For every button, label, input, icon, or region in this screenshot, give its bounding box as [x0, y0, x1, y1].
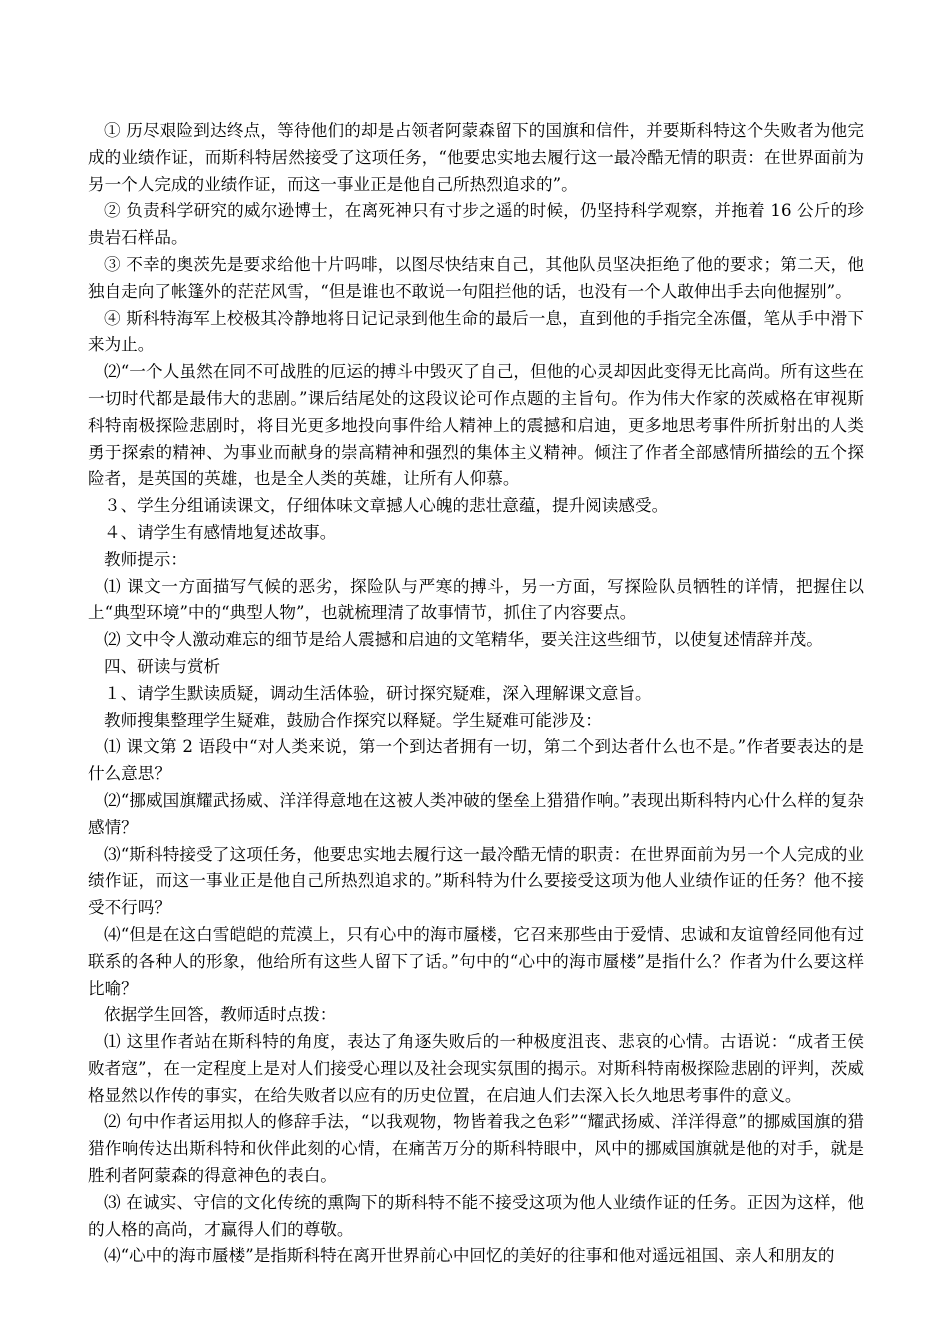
paragraph-17: ⑷“但是在这白雪皑皑的荒漠上，只有心中的海市蜃楼，它召来那些由于爱情、忠诚和友谊曾经同他有过联系的各种人的形象，他给所有这些人留下了话。”句中的“心中的海市蜃楼”是指什么？作者为什么要这样比喻？ — [88, 924, 864, 998]
document-page — [88, 118, 864, 1270]
paragraph-22: ⑷“心中的海市蜃楼”是指斯科特在离开世界前心中回忆的美好的往事和他对遥远祖国、亲人和朋友的 — [104, 1246, 835, 1266]
paragraph-1: ① 历尽艰险到达终点，等待他们的却是占领者阿蒙森留下的国旗和信件，并要斯科特这个失败者为他完成的业绩作证，而斯科特居然接受了这项任务，“他要忠实地去履行这一最冷酷无情的职责：在世界面前为另一个人完成的业绩作证，而这一事业正是他自己所热烈追求的”。 — [88, 121, 864, 194]
paragraph-3: ③ 不幸的奥茨先是要求给他十片吗啡，以图尽快结束自己，其他队员坚决拒绝了他的要求；第二天，他独自走向了帐篷外的茫茫风雪，“但是谁也不敢说一句阻拦他的话，也没有一个人敢伸出手去向他握别”。 — [88, 254, 864, 301]
section-heading: 四、研读与赏析 — [104, 656, 221, 676]
paragraph-16: ⑶“斯科特接受了这项任务，他要忠实地去履行这一最冷酷无情的职责：在世界面前为另一个人完成的业绩作证，而这一事业正是他自己所热烈追求的。”斯科特为什么要接受这项为他人业绩作证的任务？他不接受不行吗？ — [88, 844, 864, 918]
paragraph-7: ４、请学生有感情地复述故事。 — [104, 522, 337, 542]
paragraph-9: ⑴ 课文一方面描写气候的恶劣，探险队与严寒的搏斗，另一方面，写探险队员牺牲的详情，把握住以上“典型环境”中的“典型人物”，也就梳理清了故事情节，抓住了内容要点。 — [88, 576, 864, 623]
paragraph-18: 依据学生回答，教师适时点拨： — [104, 1005, 337, 1025]
paragraph-12: １、请学生默读质疑，调动生活体验，研讨探究疑难，深入理解课文意旨。 — [104, 683, 652, 703]
paragraph-8: 教师提示： — [104, 549, 187, 569]
paragraph-15: ⑵“挪威国旗耀武扬威、洋洋得意地在这被人类冲破的堡垒上猎猎作响。”表现出斯科特内心什么样的复杂感情？ — [88, 790, 864, 837]
paragraph-20: ⑵ 句中作者运用拟人的修辞手法，“以我观物，物皆着我之色彩”“耀武扬威、洋洋得意”的挪威国旗的猎猎作响传达出斯科特和伙伴此刻的心情，在痛苦万分的斯科特眼中，风中的挪威国旗就是他的对手，就是胜利者阿蒙森的得意神色的表白。 — [88, 1112, 864, 1186]
paragraph-19: ⑴ 这里作者站在斯科特的角度，表达了角逐失败后的一种极度沮丧、悲哀的心情。古语说：“成者王侯败者寇”，在一定程度上是对人们接受心理以及社会现实氛围的揭示。对斯科特南极探险悲剧的评判，茨威格显然以作传的事实，在给失败者以应有的历史位置，在启迪人们去深入长久地思考事件的意义。 — [88, 1032, 864, 1105]
paragraph-4: ④ 斯科特海军上校极其冷静地将日记记录到他生命的最后一息，直到他的手指完全冻僵，笔从手中滑下来为止。 — [88, 308, 864, 355]
paragraph-21: ⑶ 在诚实、守信的文化传统的熏陶下的斯科特不能不接受这项为他人业绩作证的任务。正因为这样，他的人格的高尚，才赢得人们的尊敬。 — [88, 1192, 864, 1239]
paragraph-13: 教师搜集整理学生疑难，鼓励合作探究以释疑。学生疑难可能涉及： — [104, 710, 602, 730]
paragraph-2: ② 负责科学研究的威尔逊博士，在离死神只有寸步之遥的时候，仍坚持科学观察，并拖着 16 公斤的珍贵岩石样品。 — [88, 201, 864, 248]
paragraph-5: ⑵“一个人虽然在同不可战胜的厄运的搏斗中毁灭了自己，但他的心灵却因此变得无比高尚。所有这些在一切时代都是最伟大的悲剧。”课后结尾处的这段议论可作点题的主旨句。作为伟大作家的茨威格在审视斯科特南极探险悲剧时，将目光更多地投向事件给人精神上的震撼和启迪，更多地思考事件所折射出的人类勇于探索的精神、为事业而献身的崇高精神和强烈的集体主义精神。倾注了作者全部感情所描绘的五个探险者，是英国的英雄，也是全人类的英雄，让所有人仰慕。 — [88, 362, 864, 489]
paragraph-14: ⑴ 课文第 2 语段中“对人类来说，第一个到达者拥有一切，第二个到达者什么也不是。”作者要表达的是什么意思？ — [88, 737, 864, 784]
paragraph-6: ３、学生分组诵读课文，仔细体味文章撼人心魄的悲壮意蕴，提升阅读感受。 — [104, 496, 669, 516]
paragraph-10: ⑵ 文中令人激动难忘的细节是给人震撼和启迪的文笔精华，要关注这些细节，以使复述情辞并茂。 — [104, 630, 823, 650]
